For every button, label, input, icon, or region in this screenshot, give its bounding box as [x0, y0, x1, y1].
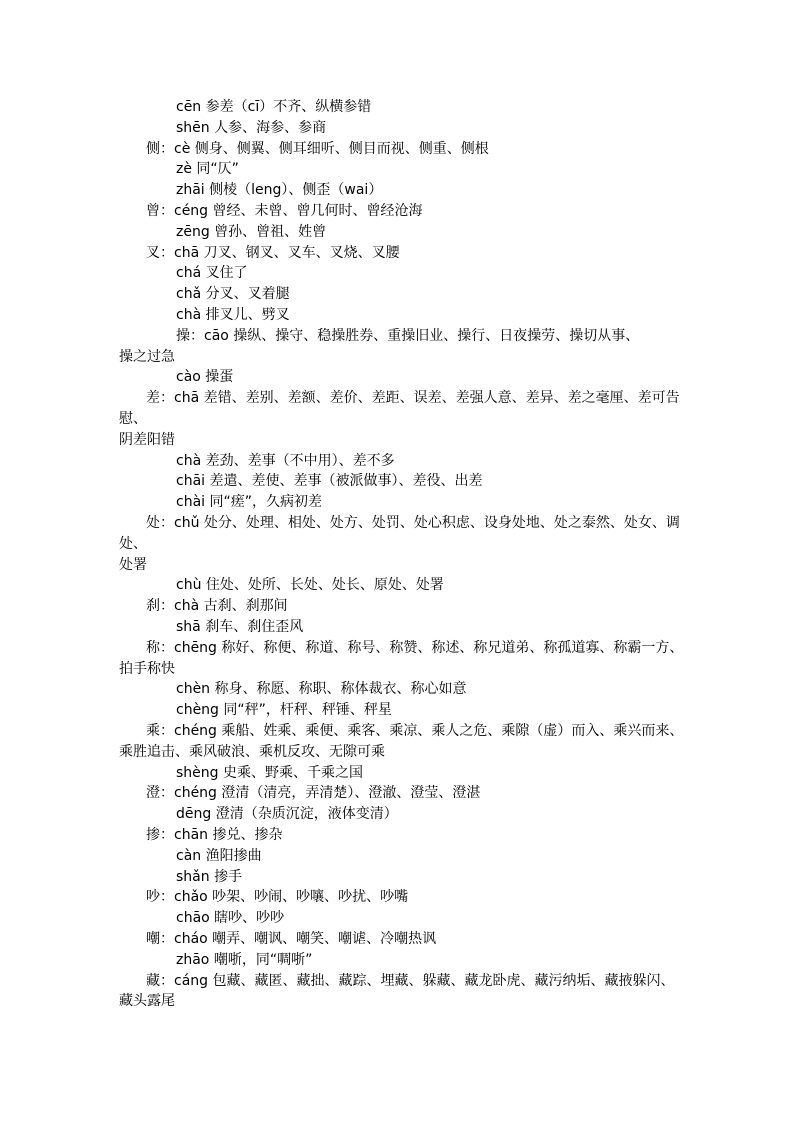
text-line: cēn 参差（cī）不齐、纵横参错 — [176, 99, 372, 115]
text-line: zēng 曾孙、曾祖、姓曾 — [176, 224, 327, 240]
text-line: chài 同“瘥”，久病初差 — [176, 494, 322, 510]
entry-line: 刹：chà 古刹、刹那间 — [146, 598, 288, 614]
entry-line: 侧：cè 侧身、侧翼、侧耳细听、侧目而视、侧重、侧根 — [146, 141, 489, 157]
entry-line: 掺：chān 掺兑、掺杂 — [146, 827, 283, 843]
continuation-line: 藏头露尾 — [119, 993, 175, 1009]
text-line: chāi 差遣、差使、差事（被派做事）、差役、出差 — [176, 473, 483, 489]
entry-line: 澄：chéng 澄清（清亮，弄清楚）、澄澈、澄莹、澄湛 — [146, 785, 481, 801]
continuation-line: 乘胜追击、乘风破浪、乘机反攻、无隙可乘 — [119, 744, 385, 760]
text-line: chù 住处、处所、长处、处长、原处、处署 — [176, 577, 444, 593]
text-line: chāo 瞎吵、吵吵 — [176, 910, 285, 926]
entry-line: 藏：cáng 包藏、藏匿、藏拙、藏踪、埋藏、躲藏、藏龙卧虎、藏污纳垢、藏掖躲闪、 — [146, 973, 675, 989]
entry-line: 操：cāo 操纵、操守、稳操胜券、重操旧业、操行、日夜操劳、操切从事、 — [176, 328, 640, 344]
continuation-line: 拍手称快 — [119, 661, 175, 677]
continuation-line: 慰、 — [119, 411, 147, 427]
text-line: zhāo 嘲哳，同“啁哳” — [176, 952, 313, 968]
text-line: zhāi 侧棱（leng）、侧歪（wai） — [176, 182, 383, 198]
text-line: shēn 人参、海参、参商 — [176, 120, 327, 136]
entry-line: 差：chā 差错、差别、差额、差价、差距、误差、差强人意、差异、差之毫厘、差可告 — [146, 390, 680, 406]
text-line: shǎn 掺手 — [176, 869, 243, 885]
entry-line: 处：chǔ 处分、处理、相处、处方、处罚、处心积虑、设身处地、处之泰然、处女、调 — [146, 515, 680, 531]
text-line: chà 差劲、差事（不中用）、差不多 — [176, 453, 395, 469]
text-line: càn 渔阳掺曲 — [176, 848, 262, 864]
continuation-line: 阴差阳错 — [119, 432, 175, 448]
continuation-line: 处署 — [119, 557, 147, 573]
continuation-line: 处、 — [119, 536, 147, 552]
text-line: chá 叉住了 — [176, 265, 248, 281]
text-line: zè 同“仄” — [176, 161, 239, 177]
text-line: shā 刹车、刹住歪风 — [176, 619, 304, 635]
text-line: dēng 澄清（杂质沉淀，液体变清） — [176, 806, 398, 822]
entry-line: 吵：chǎo 吵架、吵闹、吵嚷、吵扰、吵嘴 — [146, 889, 409, 905]
text-line: chà 排叉儿、劈叉 — [176, 307, 290, 323]
text-line: shèng 史乘、野乘、千乘之国 — [176, 765, 363, 781]
text-line: chèng 同“秤”，杆秤、秤锤、秤星 — [176, 702, 392, 718]
entry-line: 叉：chā 刀叉、钢叉、叉车、叉烧、叉腰 — [146, 245, 400, 261]
entry-line: 曾：céng 曾经、未曾、曾几何时、曾经沧海 — [146, 203, 423, 219]
text-line: chǎ 分叉、叉着腿 — [176, 286, 290, 302]
continuation-line: 操之过急 — [119, 349, 175, 365]
entry-line: 称：chēng 称好、称便、称道、称号、称赞、称述、称兄道弟、称孤道寡、称霸一方、 — [146, 640, 684, 656]
text-line: cào 操蛋 — [176, 369, 234, 385]
text-line: chèn 称身、称愿、称职、称体裁衣、称心如意 — [176, 681, 467, 697]
entry-line: 乘：chéng 乘船、姓乘、乘便、乘客、乘凉、乘人之危、乘隙（虚）而入、乘兴而来、 — [146, 723, 684, 739]
entry-line: 嘲：cháo 嘲弄、嘲讽、嘲笑、嘲谑、冷嘲热讽 — [146, 931, 437, 947]
